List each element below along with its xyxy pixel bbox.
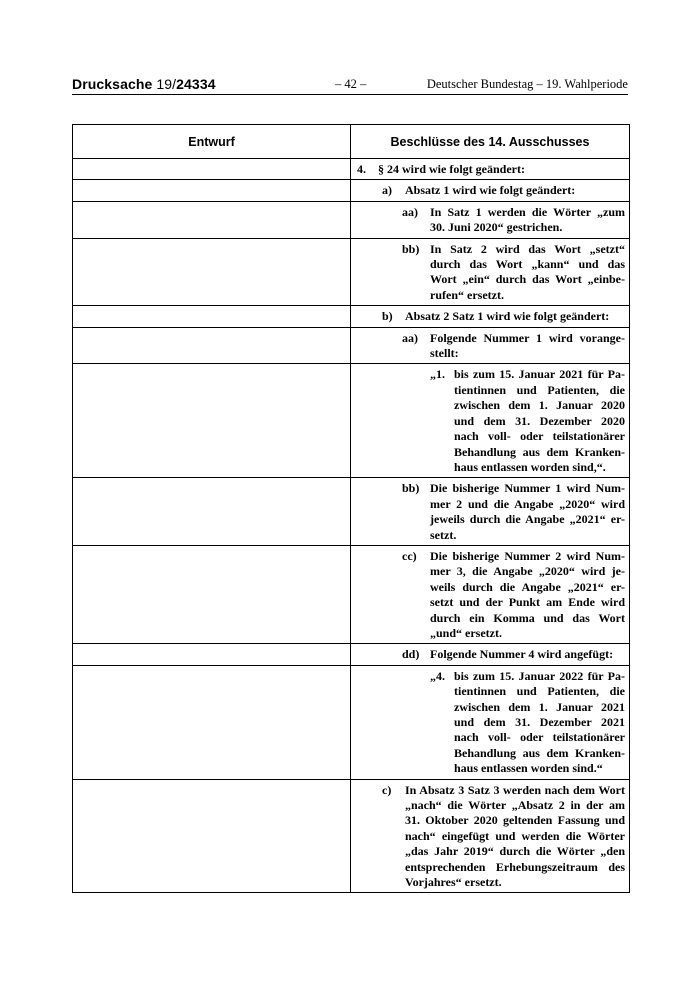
text-line: 30. Juni 2020“ gestrichen. bbox=[430, 220, 563, 235]
amendment-text bbox=[454, 669, 625, 777]
text-line: Die bisherige Nummer 2 wird Num- bbox=[430, 548, 625, 563]
text-line: In Absatz 3 Satz 3 werden nach dem Wort bbox=[405, 782, 625, 797]
amendment-text bbox=[430, 481, 625, 543]
text-line: Wort „ein“ durch das Wort „einbe- bbox=[430, 272, 625, 287]
amendment-item bbox=[351, 644, 629, 664]
amendment-label: cc) bbox=[402, 548, 417, 563]
amendment-text bbox=[405, 309, 625, 324]
table-row bbox=[73, 180, 630, 201]
draft-cell bbox=[73, 201, 351, 238]
amendment-text bbox=[430, 331, 625, 362]
text-line: haus entlassen worden sind.“ bbox=[454, 761, 603, 776]
text-line: mer 3, die Angabe „2020“ wird je- bbox=[430, 564, 625, 579]
table-row bbox=[73, 306, 630, 327]
text-line: weils durch die Angabe „2021“ er- bbox=[430, 579, 625, 594]
institution-label: Deutscher Bundestag – 19. Wahlperiode bbox=[426, 77, 628, 91]
text-line: bis zum 15. Januar 2022 für Pa- bbox=[454, 668, 625, 683]
text-line: Die bisherige Nummer 1 wird Num- bbox=[430, 481, 625, 496]
text-line: „nach“ die Wörter „Absatz 2 in der am bbox=[405, 798, 625, 813]
table-row bbox=[73, 159, 630, 180]
text-line: Folgende Nummer 4 wird angefügt: bbox=[430, 647, 614, 662]
amendment-label: „1. bbox=[430, 367, 445, 382]
amendment-text bbox=[454, 367, 625, 475]
text-line: In Satz 2 wird das Wort „setzt“ bbox=[430, 241, 625, 256]
amendment-label: c) bbox=[382, 782, 392, 797]
table-row bbox=[73, 545, 630, 643]
draft-cell bbox=[73, 180, 351, 201]
text-line: zwischen dem 1. Januar 2020 bbox=[454, 398, 625, 413]
text-line: durch das Wort „kann“ und das bbox=[430, 257, 625, 272]
text-line: mer 2 und die Angabe „2020“ wird bbox=[430, 496, 625, 511]
amendment-item bbox=[351, 180, 629, 200]
text-line: „das Jahr 2019“ durch die Wörter „den bbox=[405, 844, 625, 859]
amendment-label: 4. bbox=[357, 162, 366, 176]
committee-cell bbox=[351, 478, 630, 546]
text-line: haus entlassen worden sind,“. bbox=[454, 459, 606, 474]
draft-cell bbox=[73, 665, 351, 779]
text-line: nach voll- oder teilstationärer bbox=[454, 429, 625, 444]
amendment-label: b) bbox=[382, 309, 393, 324]
page-header bbox=[72, 76, 628, 95]
committee-cell bbox=[351, 779, 630, 893]
amendment-text bbox=[378, 162, 625, 177]
text-line: Behandlung aus dem Kranken- bbox=[454, 745, 625, 760]
amendment-text bbox=[405, 783, 625, 891]
draft-cell bbox=[73, 545, 351, 643]
committee-cell bbox=[351, 201, 630, 238]
committee-cell bbox=[351, 364, 630, 478]
amendment-item bbox=[351, 546, 629, 643]
document-number: Drucksache 19/24334 bbox=[72, 76, 216, 92]
text-line: und dem 31. Dezember 2021 bbox=[454, 715, 625, 729]
amendment-item bbox=[351, 159, 629, 179]
amendment-label: aa) bbox=[402, 204, 418, 219]
amendment-text bbox=[430, 549, 625, 641]
amendment-label: „4. bbox=[430, 668, 445, 683]
draft-cell bbox=[73, 364, 351, 478]
draft-cell bbox=[73, 779, 351, 893]
committee-cell bbox=[351, 545, 630, 643]
text-line: „und“ ersetzt. bbox=[430, 625, 502, 640]
committee-cell bbox=[351, 644, 630, 665]
amendment-text bbox=[430, 647, 625, 662]
amendment-item bbox=[351, 328, 629, 364]
draft-cell bbox=[73, 238, 351, 306]
column-header-committee: Beschlüsse des 14. Ausschusses bbox=[351, 125, 630, 159]
committee-cell bbox=[351, 180, 630, 201]
table-row bbox=[73, 779, 630, 893]
amendment-item bbox=[351, 364, 629, 477]
amendment-label: bb) bbox=[402, 481, 420, 496]
synopsis-table bbox=[72, 124, 630, 893]
draft-cell bbox=[73, 644, 351, 665]
table-row bbox=[73, 665, 630, 779]
page-number: – 42 – bbox=[335, 77, 367, 91]
table-row bbox=[73, 644, 630, 665]
text-line: bis zum 15. Januar 2021 für Pa- bbox=[454, 367, 625, 382]
draft-cell bbox=[73, 478, 351, 546]
amendment-text bbox=[430, 242, 625, 304]
text-line: und dem 31. Dezember 2020 bbox=[454, 413, 625, 428]
draft-cell bbox=[73, 327, 351, 364]
text-line: 31. Oktober 2020 geltenden Fassung und bbox=[405, 813, 625, 828]
amendment-item bbox=[351, 478, 629, 545]
draft-cell bbox=[73, 306, 351, 327]
amendment-item bbox=[351, 780, 629, 893]
table-row bbox=[73, 327, 630, 364]
committee-cell bbox=[351, 665, 630, 779]
text-line: setzt. bbox=[430, 527, 457, 542]
amendment-item bbox=[351, 202, 629, 238]
committee-cell bbox=[351, 306, 630, 327]
text-line: jeweils durch die Angabe „2021“ er- bbox=[430, 512, 625, 527]
text-line: nach voll- oder teilstationärer bbox=[454, 730, 625, 745]
amendment-text bbox=[405, 183, 625, 198]
text-line: Absatz 2 Satz 1 wird wie folgt geändert: bbox=[405, 309, 610, 324]
amendment-label: aa) bbox=[402, 330, 418, 345]
amendment-text bbox=[430, 205, 625, 236]
text-line: Folgende Nummer 1 wird vorange- bbox=[430, 330, 625, 345]
committee-cell bbox=[351, 159, 630, 180]
committee-cell bbox=[351, 238, 630, 306]
text-line: rufen“ ersetzt. bbox=[430, 287, 504, 302]
text-line: zwischen dem 1. Januar 2021 bbox=[454, 699, 625, 714]
text-line: Absatz 1 wird wie folgt geändert: bbox=[405, 183, 576, 198]
text-line: Vorjahres“ ersetzt. bbox=[405, 875, 502, 890]
amendment-label: bb) bbox=[402, 241, 420, 256]
table-row bbox=[73, 478, 630, 546]
amendment-item bbox=[351, 306, 629, 326]
amendment-item bbox=[351, 239, 629, 306]
amendment-item bbox=[351, 666, 629, 779]
table-row bbox=[73, 201, 630, 238]
text-line: In Satz 1 werden die Wörter „zum bbox=[430, 204, 625, 219]
draft-cell bbox=[73, 159, 351, 180]
column-header-draft: Entwurf bbox=[73, 125, 351, 159]
text-line: nach“ eingefügt und werden die Wörter bbox=[405, 828, 625, 843]
table-row bbox=[73, 238, 630, 306]
text-line: § 24 wird wie folgt geändert: bbox=[378, 162, 525, 176]
amendment-label: a) bbox=[382, 183, 392, 198]
amendment-label: dd) bbox=[402, 647, 420, 662]
table-row bbox=[73, 364, 630, 478]
text-line: tientinnen und Patienten, die bbox=[454, 684, 625, 699]
text-line: entsprechenden Erhebungszeitraum des bbox=[405, 859, 625, 874]
table-header-row bbox=[73, 125, 630, 159]
text-line: durch ein Komma und das Wort bbox=[430, 610, 625, 625]
text-line: setzt und der Punkt am Ende wird bbox=[430, 595, 625, 610]
text-line: tientinnen und Patienten, die bbox=[454, 382, 625, 397]
text-line: Behandlung aus dem Kranken- bbox=[454, 444, 625, 459]
text-line: stellt: bbox=[430, 346, 459, 361]
committee-cell bbox=[351, 327, 630, 364]
